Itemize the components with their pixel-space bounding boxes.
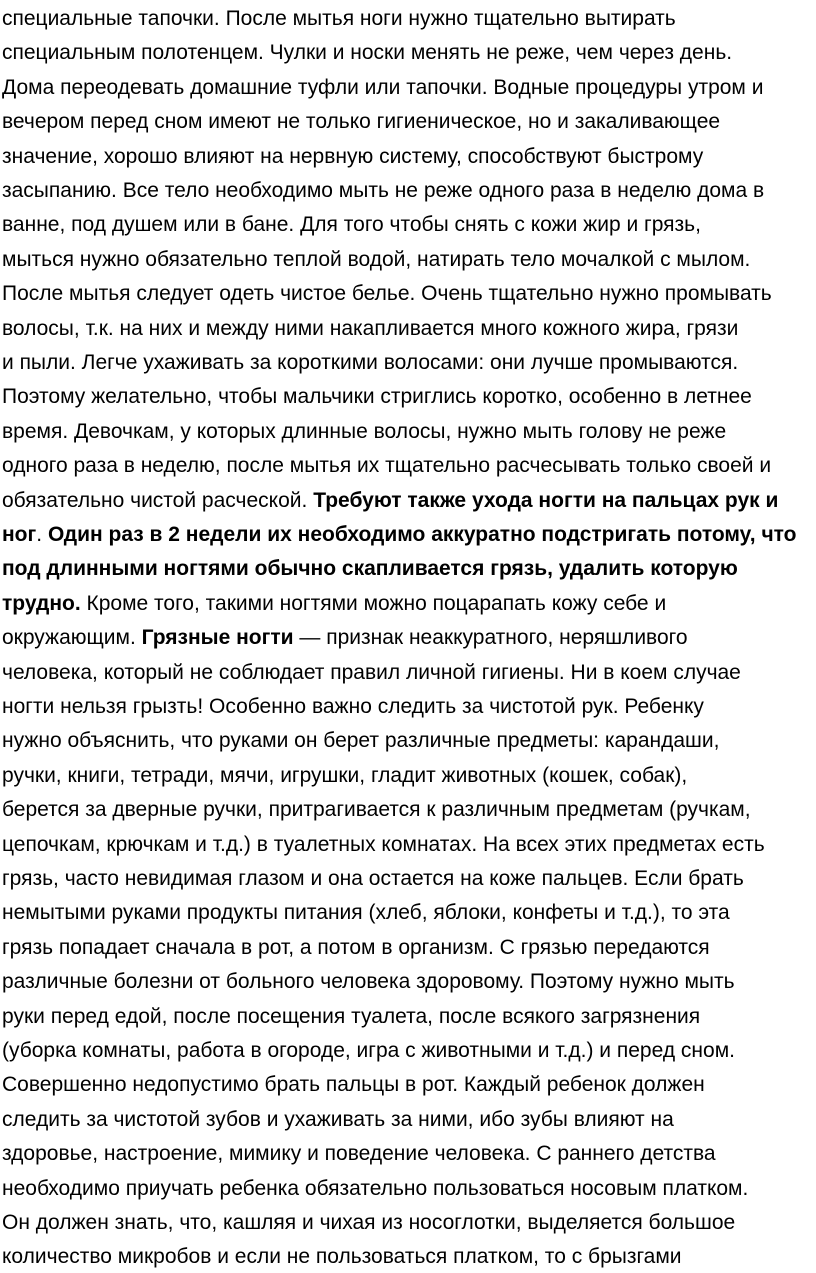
text-segment: Поэтому желательно, чтобы мальчики стриглись коротко, особенно в летнее (2, 385, 752, 409)
text-segment: обязательно чистой расческой. (2, 488, 314, 512)
text-line (2, 1172, 748, 1206)
text-segment: время. Девочкам, у которых длинные волосы, нужно мыть голову не реже (2, 419, 727, 443)
text-line (2, 759, 687, 793)
text-line (2, 2, 676, 36)
bold-text-segment: Грязные ногти (141, 626, 294, 650)
text-segment: и пыли. Легче ухаживать за короткими волосами: они лучше промываются. (2, 351, 739, 374)
text-line (2, 518, 796, 552)
text-segment: специальным полотенцем. Чулки и носки менять не реже, чем через день. (2, 41, 733, 65)
text-line (2, 1206, 735, 1240)
text-segment: значение, хорошо влияют на нервную систему, способствуют быстрому (2, 144, 704, 168)
text-segment: количество микробов и если не пользоваться платком, то с брызгами (2, 1245, 682, 1269)
text-line (2, 484, 778, 518)
text-line (2, 1103, 674, 1137)
text-segment: Совершенно недопустимо брать пальцы в рот. Каждый ребенок должен (2, 1073, 705, 1097)
text-line (2, 1068, 705, 1102)
text-line (2, 828, 765, 862)
text-segment: различные болезни от больного человека здоровому. Поэтому нужно мыть (2, 970, 735, 994)
text-line (2, 965, 735, 999)
text-segment: следить за чистотой зубов и ухаживать за ними, ибо зубы влияют на (2, 1107, 674, 1131)
text-segment: Он должен знать, что, кашляя и чихая из носоглотки, выделяется большое (2, 1211, 736, 1234)
text-segment: Дома переодевать домашние туфли или тапочки. Водные процедуры утром и (2, 75, 764, 99)
text-line (2, 896, 730, 930)
text-segment: одного раза в неделю, после мытья их тщательно расчесывать только своей и (2, 454, 772, 478)
text-line (2, 380, 752, 414)
text-line (2, 1137, 716, 1171)
text-segment: волосы, т.к. на них и между ними накапливается много кожного жира, грязи (2, 316, 739, 340)
text-line (2, 1240, 682, 1273)
text-segment: нужно объяснить, что руками он берет различные предметы: карандаши, (2, 729, 720, 753)
text-segment: вечером перед сном имеют не только гигиеническое, но и закаливающее (2, 110, 721, 134)
text-segment: здоровье, настроение, мимику и поведение человека. С раннего детства (2, 1142, 716, 1166)
text-segment: специальные тапочки. После мытья ноги нужно тщательно вытирать (2, 7, 676, 30)
text-segment: немытыми руками продукты питания (хлеб, яблоки, конфеты и т.д.), то эта (2, 901, 730, 925)
bold-text-segment: трудно. (2, 591, 81, 615)
text-line (2, 208, 701, 242)
text-segment: Кроме того, такими ногтями можно поцарапать кожу себе и (80, 591, 667, 615)
bold-text-segment: под длинными ногтями обычно скапливается грязь, удалить которую (2, 557, 738, 581)
text-segment: засыпанию. Все тело необходимо мыть не реже одного раза в неделю дома в (2, 179, 765, 202)
text-segment: . (36, 523, 48, 546)
text-line (2, 346, 738, 380)
text-line (2, 277, 772, 311)
text-line (2, 36, 732, 70)
bold-text-segment: Один раз в 2 недели их необходимо аккуратно подстригать потому, что (47, 523, 797, 546)
text-line (2, 552, 738, 586)
text-segment: мыться нужно обязательно теплой водой, натирать тело мочалкой с мылом. (2, 247, 751, 271)
text-segment: руки перед едой, после посещения туалета, после всякого загрязнения (2, 1004, 701, 1028)
text-segment: ванне, под душем или в бане. Для того чтобы снять с кожи жир и грязь, (2, 213, 701, 237)
text-line (2, 656, 741, 690)
text-line (2, 312, 738, 346)
text-segment: ногти нельзя грызть! Особенно важно следить за чистотой рук. Ребенку (2, 695, 704, 718)
text-line (2, 105, 720, 139)
text-segment: ручки, книги, тетради, мячи, игрушки, гладит животных (кошек, собак), (2, 763, 688, 787)
text-line (2, 140, 703, 174)
text-line (2, 449, 771, 483)
text-segment: грязь, часто невидимая глазом и она остается на коже пальцев. Если брать (2, 867, 744, 890)
text-segment: — признак неаккуратного, неряшливого (293, 626, 688, 650)
text-line (2, 690, 704, 724)
text-segment: необходимо приучать ребенка обязательно пользоваться носовым платком. (2, 1176, 749, 1200)
text-segment: человека, который не соблюдает правил личной гигиены. Ни в коем случае (2, 660, 741, 684)
text-segment: (уборка комнаты, работа в огороде, игра с животными и т.д.) и перед сном. (2, 1039, 735, 1062)
text-line (2, 621, 688, 655)
text-line (2, 587, 666, 621)
text-line (2, 243, 750, 277)
text-segment: берется за дверные ручки, притрагивается к различным предметам (ручкам, (2, 798, 751, 822)
text-line (2, 174, 764, 208)
text-line (2, 862, 744, 896)
text-segment: цепочкам, крючкам и т.д.) в туалетных комнатах. На всех этих предметах есть (2, 832, 765, 856)
bold-text-segment: ног (2, 523, 37, 546)
text-segment: грязь попадает сначала в рот, а потом в организм. С грязью передаются (2, 935, 710, 959)
text-line (2, 415, 726, 449)
text-line (2, 1034, 735, 1068)
text-line (2, 1000, 700, 1034)
text-line (2, 931, 710, 965)
text-segment: окружающим. (2, 626, 142, 650)
bold-text-segment: Требуют также ухода ногти на пальцах рук и (313, 488, 779, 512)
text-line (2, 724, 719, 758)
text-line (2, 793, 751, 827)
text-line (2, 71, 763, 105)
text-segment: После мытья следует одеть чистое белье. Очень тщательно нужно промывать (2, 282, 772, 306)
